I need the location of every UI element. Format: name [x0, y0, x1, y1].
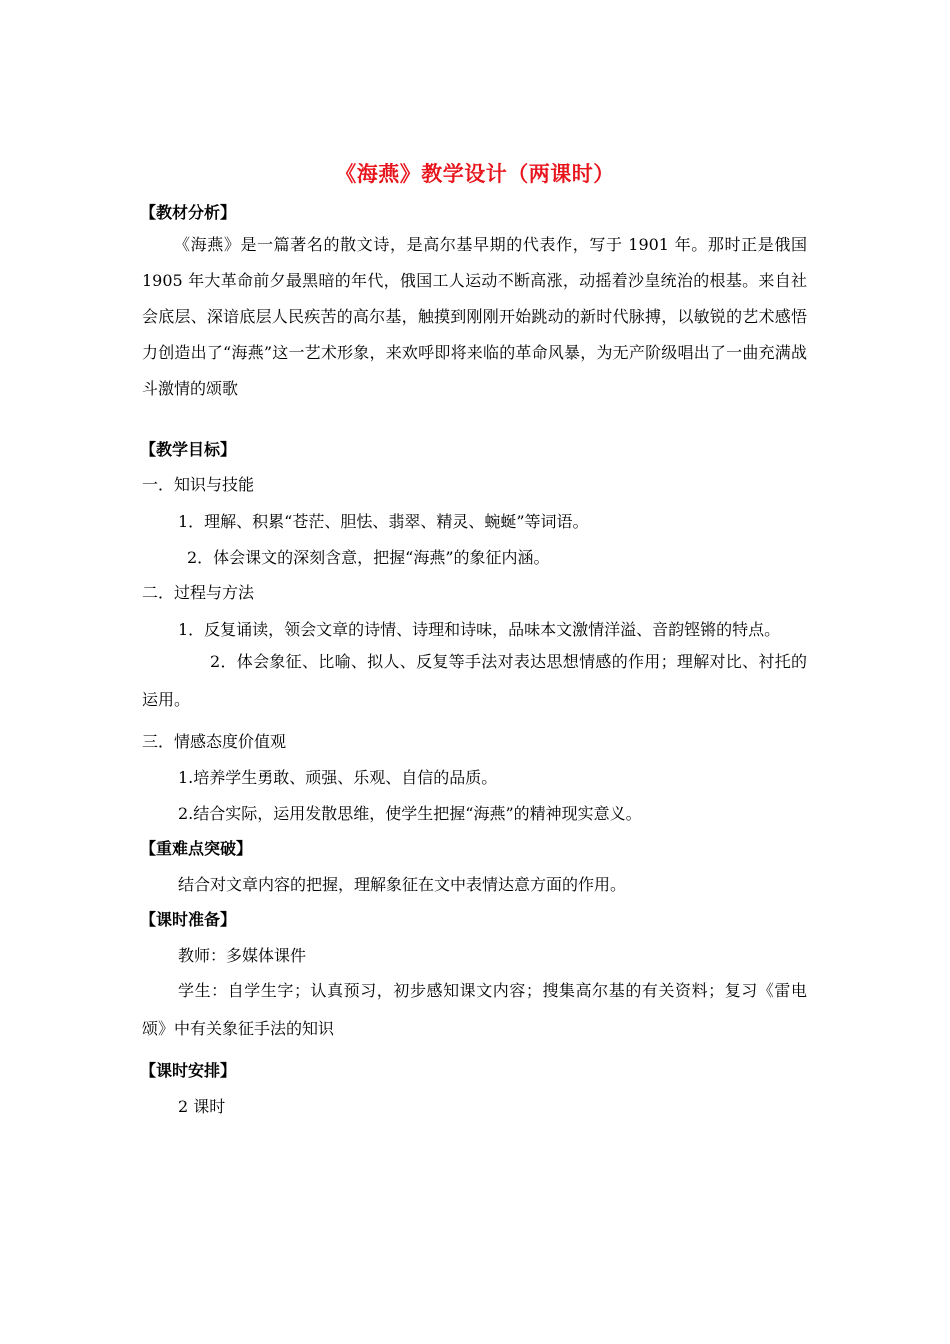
goals-part2-item1: 1．反复诵读，领会文章的诗情、诗理和诗味，品味本文激情洋溢、音韵铿锵的特点。: [178, 620, 781, 639]
preparation-teacher: 教师：多媒体课件: [178, 946, 307, 965]
section-heading-schedule: 【课时安排】: [140, 1061, 237, 1080]
goals-part3-item2: 2.结合实际，运用发散思维，使学生把握“海燕”的精神现实意义。: [178, 804, 642, 823]
goals-part2-item2: 2．体会象征、比喻、拟人、反复等手法对表达思想情感的作用；理解对比、衬托的运用。: [142, 652, 807, 709]
goals-part1-item1: 1．理解、积累“苍茫、胆怯、翡翠、精灵、蜿蜒”等词语。: [178, 512, 589, 531]
goals-part3-label: 三．情感态度价值观: [142, 732, 287, 751]
section-heading-goals: 【教学目标】: [140, 440, 237, 459]
goals-part3-item1: 1.培养学生勇敢、顽强、乐观、自信的品质。: [178, 768, 498, 787]
document-title: 《海燕》教学设计（两课时）: [335, 161, 615, 186]
section-heading-key-points: 【重难点突破】: [140, 839, 253, 858]
key-points-body: 结合对文章内容的把握，理解象征在文中表情达意方面的作用。: [178, 875, 627, 894]
section-heading-analysis: 【教材分析】: [140, 203, 237, 222]
goals-part1-label: 一．知识与技能: [142, 475, 255, 494]
preparation-student: 学生：自学生字；认真预习，初步感知课文内容；搜集高尔基的有关资料；复习《雷电颂》中有关象征手法的知识: [142, 981, 807, 1038]
analysis-paragraph: 《海燕》是一篇著名的散文诗，是高尔基早期的代表作，写于 1901 年。那时正是俄国 1905 年大革命前夕最黑暗的年代，俄国工人运动不断高涨，动摇着沙皇统治的根基。来自社会底层、深谙底层人民疾苦的高尔基，触摸到刚刚开始跳动的新时代脉搏，以敏锐的艺术感悟力创造出了“海燕”这一艺术形象，来欢呼即将来临的革命风暴，为无产阶级唱出了一曲充满战斗激情的颂歌: [142, 235, 807, 398]
schedule-body: 2 课时: [178, 1097, 226, 1116]
goals-part2-label: 二．过程与方法: [142, 583, 255, 602]
section-heading-preparation: 【课时准备】: [140, 910, 237, 929]
goals-part1-item2: 2．体会课文的深刻含意，把握“海燕”的象征内涵。: [187, 548, 550, 567]
